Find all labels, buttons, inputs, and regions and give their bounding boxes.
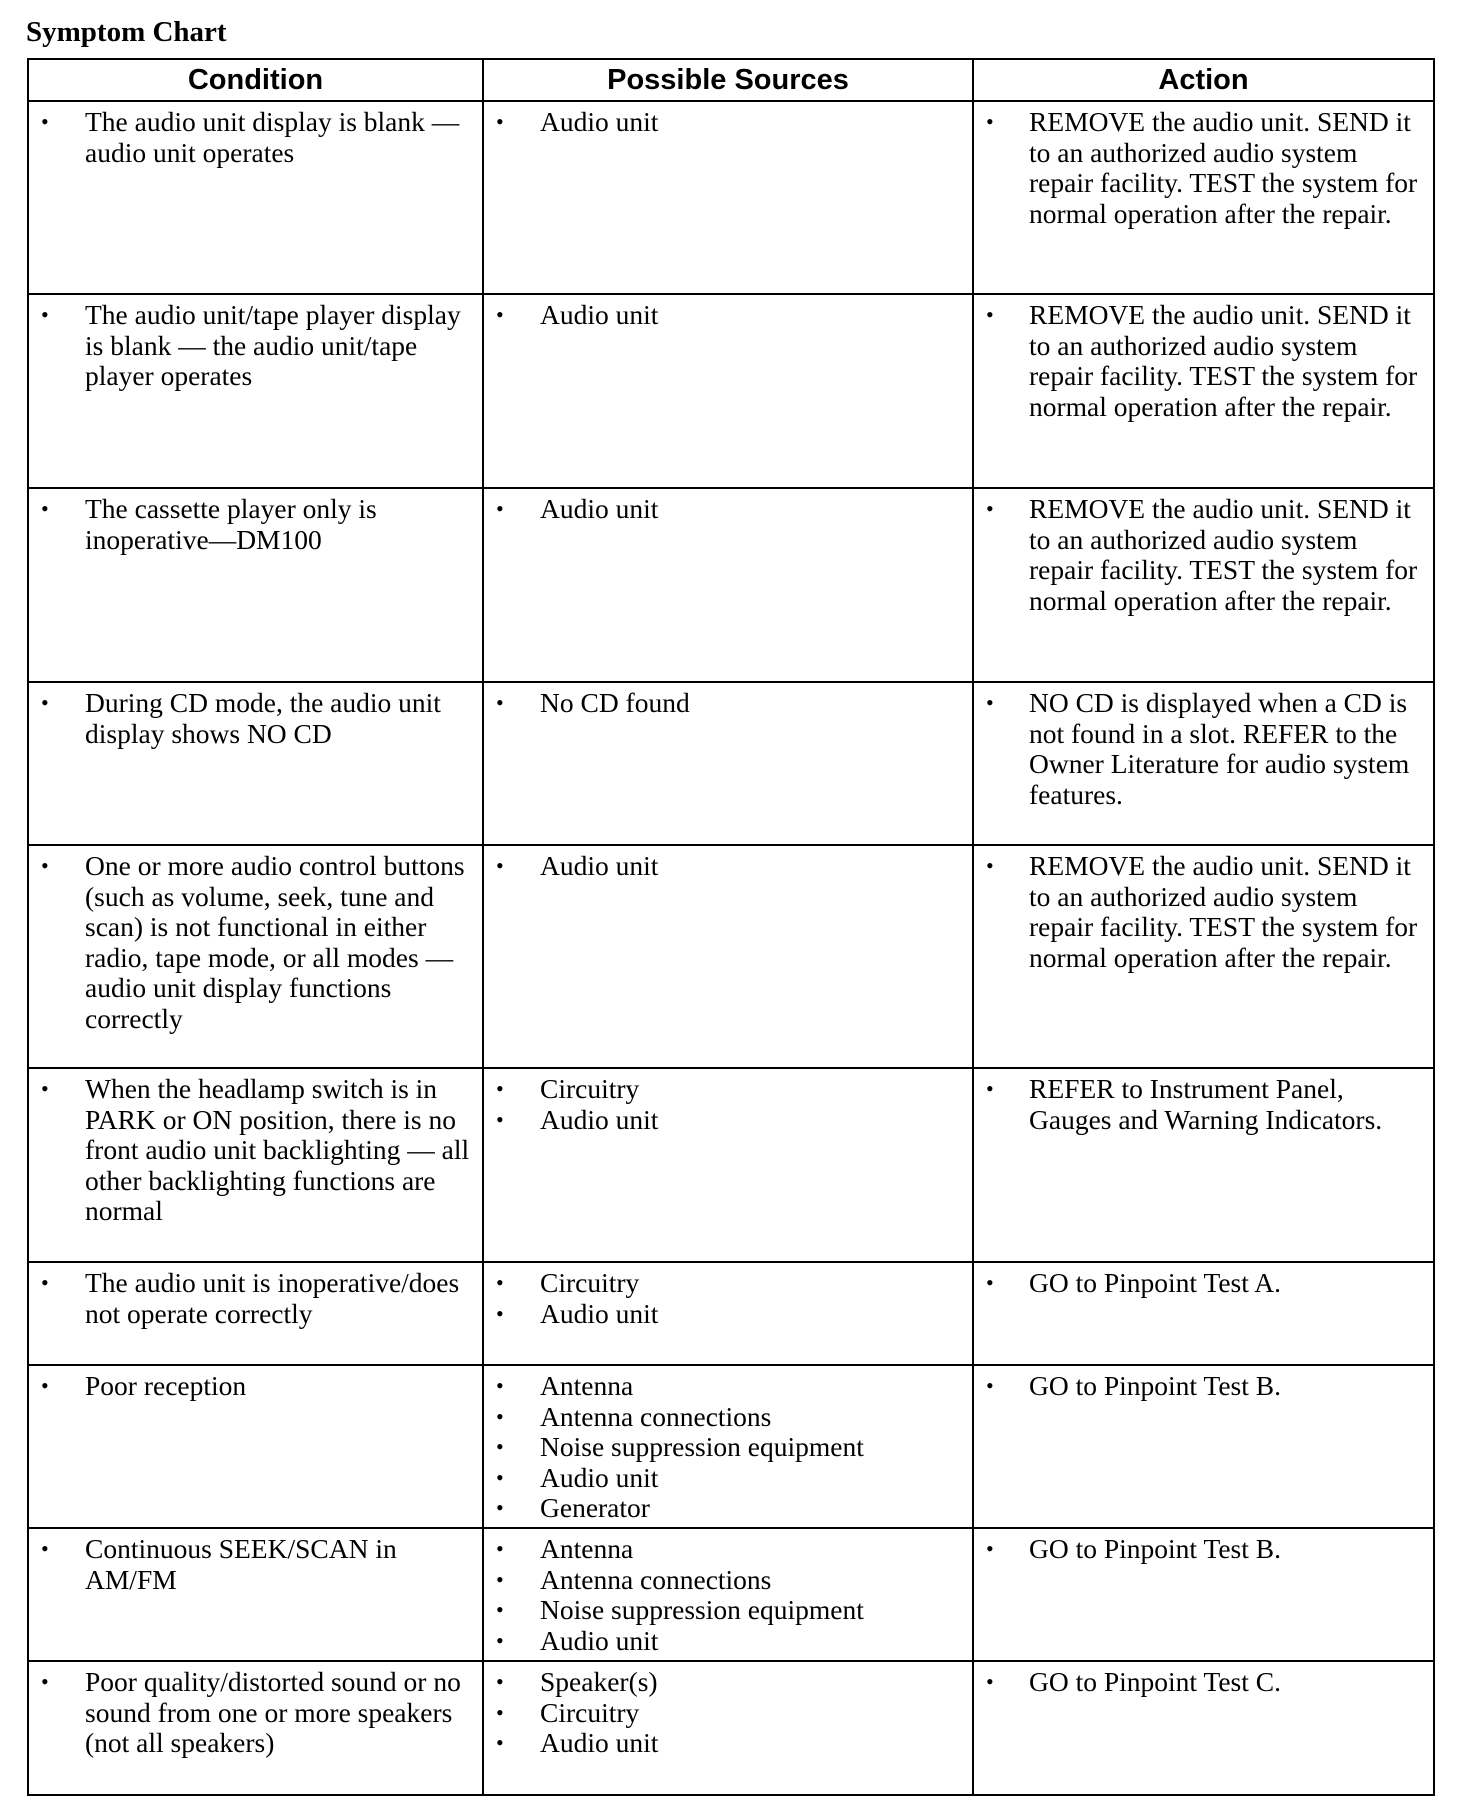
action-cell [973, 1661, 1434, 1795]
list-item: • The audio unit display is blank — audio unit operates [29, 107, 472, 168]
bullet-list [974, 683, 1433, 810]
bullet-list [484, 102, 972, 138]
list-item: • Audio unit [484, 494, 962, 525]
bullet-list [974, 846, 1433, 973]
list-item: • The audio unit/tape player display is blank — the audio unit/tape player operates [29, 300, 472, 392]
condition-cell [28, 1262, 483, 1365]
bullet-list [29, 1366, 482, 1402]
bullet-list [484, 1263, 972, 1329]
list-item: • When the headlamp switch is in PARK or ON position, there is no front audio unit backlighting — all other backlighting functions are normal [29, 1074, 472, 1227]
table-row [28, 1262, 1434, 1365]
list-item: • One or more audio control buttons (such as volume, seek, tune and scan) is not functional in either radio, tape mode, or all modes — audio unit display functions correctly [29, 851, 472, 1034]
table-row [28, 1661, 1434, 1795]
list-item: • REFER to Instrument Panel, Gauges and Warning Indicators. [974, 1074, 1423, 1135]
sources-cell [483, 1068, 973, 1262]
condition-cell [28, 845, 483, 1068]
bullet-list [974, 489, 1433, 616]
list-item: • Audio unit [484, 851, 962, 882]
list-item: • Circuitry [484, 1074, 962, 1105]
header-row [28, 59, 1434, 101]
list-item: • REMOVE the audio unit. SEND it to an authorized audio system repair facility. TEST the system for normal operation after the repair. [974, 300, 1423, 422]
bullet-list [29, 1263, 482, 1329]
list-item: • Poor quality/distorted sound or no sound from one or more speakers (not all speakers) [29, 1667, 472, 1759]
list-item: • Continuous SEEK/SCAN in AM/FM [29, 1534, 472, 1595]
condition-cell [28, 101, 483, 294]
condition-cell [28, 682, 483, 845]
sources-cell [483, 101, 973, 294]
action-cell [973, 488, 1434, 682]
bullet-list [29, 846, 482, 1034]
condition-cell [28, 294, 483, 488]
bullet-list [29, 102, 482, 168]
list-item: • Audio unit [484, 1626, 962, 1657]
bullet-list [484, 1529, 972, 1656]
list-item: • During CD mode, the audio unit display shows NO CD [29, 688, 472, 749]
bullet-list [29, 295, 482, 392]
list-item: • GO to Pinpoint Test A. [974, 1268, 1423, 1299]
bullet-list [484, 683, 972, 719]
action-cell [973, 1528, 1434, 1661]
list-item: • REMOVE the audio unit. SEND it to an authorized audio system repair facility. TEST the system for normal operation after the repair. [974, 851, 1423, 973]
condition-cell [28, 1661, 483, 1795]
bullet-list [974, 102, 1433, 229]
list-item: • Audio unit [484, 1463, 962, 1494]
action-cell [973, 682, 1434, 845]
list-item: • Antenna connections [484, 1402, 962, 1433]
list-item: • Audio unit [484, 300, 962, 331]
table-row [28, 1068, 1434, 1262]
list-item: • Antenna [484, 1371, 962, 1402]
header-action: Action [973, 59, 1434, 101]
list-item: • Audio unit [484, 1299, 962, 1330]
action-cell [973, 1262, 1434, 1365]
list-item: • The audio unit is inoperative/does not operate correctly [29, 1268, 472, 1329]
sources-cell [483, 294, 973, 488]
list-item: • Noise suppression equipment [484, 1432, 962, 1463]
list-item: • Speaker(s) [484, 1667, 962, 1698]
list-item: • REMOVE the audio unit. SEND it to an authorized audio system repair facility. TEST the system for normal operation after the repair. [974, 107, 1423, 229]
bullet-list [974, 1366, 1433, 1402]
list-item: • Noise suppression equipment [484, 1595, 962, 1626]
bullet-list [29, 1069, 482, 1227]
sources-cell [483, 845, 973, 1068]
list-item: • Circuitry [484, 1698, 962, 1729]
table-row [28, 682, 1434, 845]
list-item: • The cassette player only is inoperative—DM100 [29, 494, 472, 555]
condition-cell [28, 488, 483, 682]
sources-cell [483, 682, 973, 845]
list-item: • Antenna connections [484, 1565, 962, 1596]
chart-body [28, 101, 1434, 1795]
symptom-chart-table [27, 58, 1435, 1796]
action-cell [973, 294, 1434, 488]
action-cell [973, 1068, 1434, 1262]
list-item: • Audio unit [484, 107, 962, 138]
header-possible-sources: Possible Sources [483, 59, 973, 101]
list-item: • Circuitry [484, 1268, 962, 1299]
action-cell [973, 1365, 1434, 1528]
bullet-list [974, 1263, 1433, 1299]
list-item: • Poor reception [29, 1371, 472, 1402]
table-row [28, 1528, 1434, 1661]
list-item: • GO to Pinpoint Test B. [974, 1371, 1423, 1402]
list-item: • NO CD is displayed when a CD is not found in a slot. REFER to the Owner Literature for audio system features. [974, 688, 1423, 810]
table-row [28, 101, 1434, 294]
condition-cell [28, 1365, 483, 1528]
table-row [28, 1365, 1434, 1528]
bullet-list [484, 846, 972, 882]
list-item: • No CD found [484, 688, 962, 719]
bullet-list [29, 1662, 482, 1759]
action-cell [973, 845, 1434, 1068]
table-row [28, 488, 1434, 682]
bullet-list [974, 1069, 1433, 1135]
bullet-list [974, 295, 1433, 422]
bullet-list [484, 489, 972, 525]
list-item: • Audio unit [484, 1105, 962, 1136]
sources-cell [483, 1262, 973, 1365]
table-row [28, 845, 1434, 1068]
list-item: • Antenna [484, 1534, 962, 1565]
action-cell [973, 101, 1434, 294]
bullet-list [484, 1662, 972, 1759]
condition-cell [28, 1068, 483, 1262]
page-title: Symptom Chart [26, 16, 227, 48]
bullet-list [29, 1529, 482, 1595]
list-item: • REMOVE the audio unit. SEND it to an authorized audio system repair facility. TEST the system for normal operation after the repair. [974, 494, 1423, 616]
sources-cell [483, 1365, 973, 1528]
bullet-list [484, 295, 972, 331]
list-item: • GO to Pinpoint Test C. [974, 1667, 1423, 1698]
bullet-list [29, 683, 482, 749]
bullet-list [974, 1529, 1433, 1565]
list-item: • Audio unit [484, 1728, 962, 1759]
bullet-list [484, 1069, 972, 1135]
bullet-list [974, 1662, 1433, 1698]
list-item: • Generator [484, 1493, 962, 1524]
list-item: • GO to Pinpoint Test B. [974, 1534, 1423, 1565]
condition-cell [28, 1528, 483, 1661]
bullet-list [484, 1366, 972, 1524]
header-condition: Condition [28, 59, 483, 101]
sources-cell [483, 488, 973, 682]
bullet-list [29, 489, 482, 555]
table-row [28, 294, 1434, 488]
sources-cell [483, 1528, 973, 1661]
sources-cell [483, 1661, 973, 1795]
